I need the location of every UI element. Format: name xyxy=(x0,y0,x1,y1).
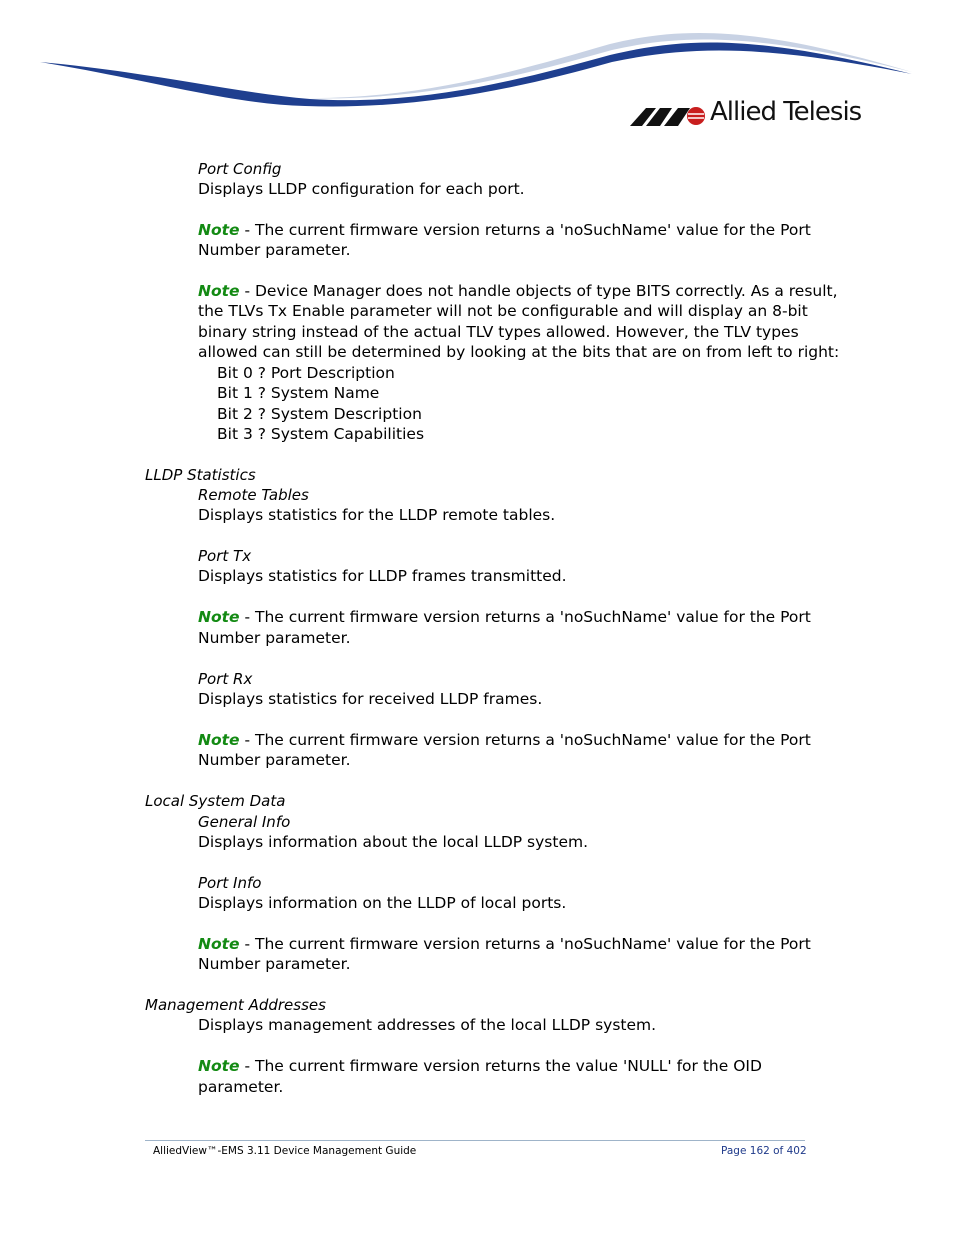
note-text: Number parameter. xyxy=(198,751,351,769)
note-text: - Device Manager does not handle objects of type BITS correctly. As a result, xyxy=(239,282,838,300)
remote-tables-description: Displays statistics for the LLDP remote tables. xyxy=(198,506,556,524)
note-paragraph xyxy=(198,934,811,954)
note-text: - The current firmware version returns a 'noSuchName' value for the Port xyxy=(239,731,811,749)
note-text: Number parameter. xyxy=(198,241,351,259)
brand-name: Allied Telesis xyxy=(710,97,862,127)
footer-divider xyxy=(145,1140,805,1141)
management-addresses-description: Displays management addresses of the local LLDP system. xyxy=(198,1016,657,1034)
note-text: Number parameter. xyxy=(198,955,351,973)
note-text: binary string instead of the actual TLV types allowed. However, the TLV types xyxy=(198,323,799,341)
note-text: - The current firmware version returns a 'noSuchName' value for the Port xyxy=(239,608,811,626)
note-label: Note xyxy=(198,731,240,749)
port-tx-description: Displays statistics for LLDP frames transmitted. xyxy=(198,567,567,585)
footer-page-number: Page 162 of 402 xyxy=(721,1145,807,1157)
subheading-port-info: Port Info xyxy=(198,874,262,892)
note-text: Number parameter. xyxy=(198,629,351,647)
subheading-remote-tables: Remote Tables xyxy=(198,486,309,504)
note-label: Note xyxy=(198,282,240,300)
note-label: Note xyxy=(198,935,240,953)
section-heading-management-addresses: Management Addresses xyxy=(145,996,326,1014)
port-config-description: Displays LLDP configuration for each port. xyxy=(198,180,525,198)
section-heading-lldp-statistics: LLDP Statistics xyxy=(145,466,256,484)
subheading-general-info: General Info xyxy=(198,813,291,831)
note-paragraph xyxy=(198,281,838,301)
bit-list-item: Bit 0 ? Port Description xyxy=(217,364,395,382)
subheading-port-tx: Port Tx xyxy=(198,547,252,565)
note-text: - The current firmware version returns a 'noSuchName' value for the Port xyxy=(239,221,811,239)
note-text: - The current firmware version returns the value 'NULL' for the OID xyxy=(239,1057,762,1075)
note-text: the TLVs Tx Enable parameter will not be configurable and will display an 8-bit xyxy=(198,302,808,320)
note-text: allowed can still be determined by looking at the bits that are on from left to right: xyxy=(198,343,840,361)
note-label: Note xyxy=(198,1057,240,1075)
section-heading-local-system-data: Local System Data xyxy=(145,792,286,810)
bit-list-item: Bit 3 ? System Capabilities xyxy=(217,425,425,443)
note-paragraph xyxy=(198,730,811,750)
note-paragraph xyxy=(198,1056,762,1076)
note-paragraph xyxy=(198,607,811,627)
note-paragraph xyxy=(198,220,811,240)
note-text: parameter. xyxy=(198,1078,284,1096)
footer-document-title: AlliedView™-EMS 3.11 Device Management Guide xyxy=(153,1145,417,1157)
port-rx-description: Displays statistics for received LLDP frames. xyxy=(198,690,543,708)
section-heading-port-config: Port Config xyxy=(198,160,282,178)
general-info-description: Displays information about the local LLDP system. xyxy=(198,833,589,851)
note-label: Note xyxy=(198,221,240,239)
note-label: Note xyxy=(198,608,240,626)
port-info-description: Displays information on the LLDP of local ports. xyxy=(198,894,567,912)
note-text: - The current firmware version returns a 'noSuchName' value for the Port xyxy=(239,935,811,953)
subheading-port-rx: Port Rx xyxy=(198,670,253,688)
bit-list-item: Bit 2 ? System Description xyxy=(217,405,422,423)
bit-list-item: Bit 1 ? System Name xyxy=(217,384,380,402)
